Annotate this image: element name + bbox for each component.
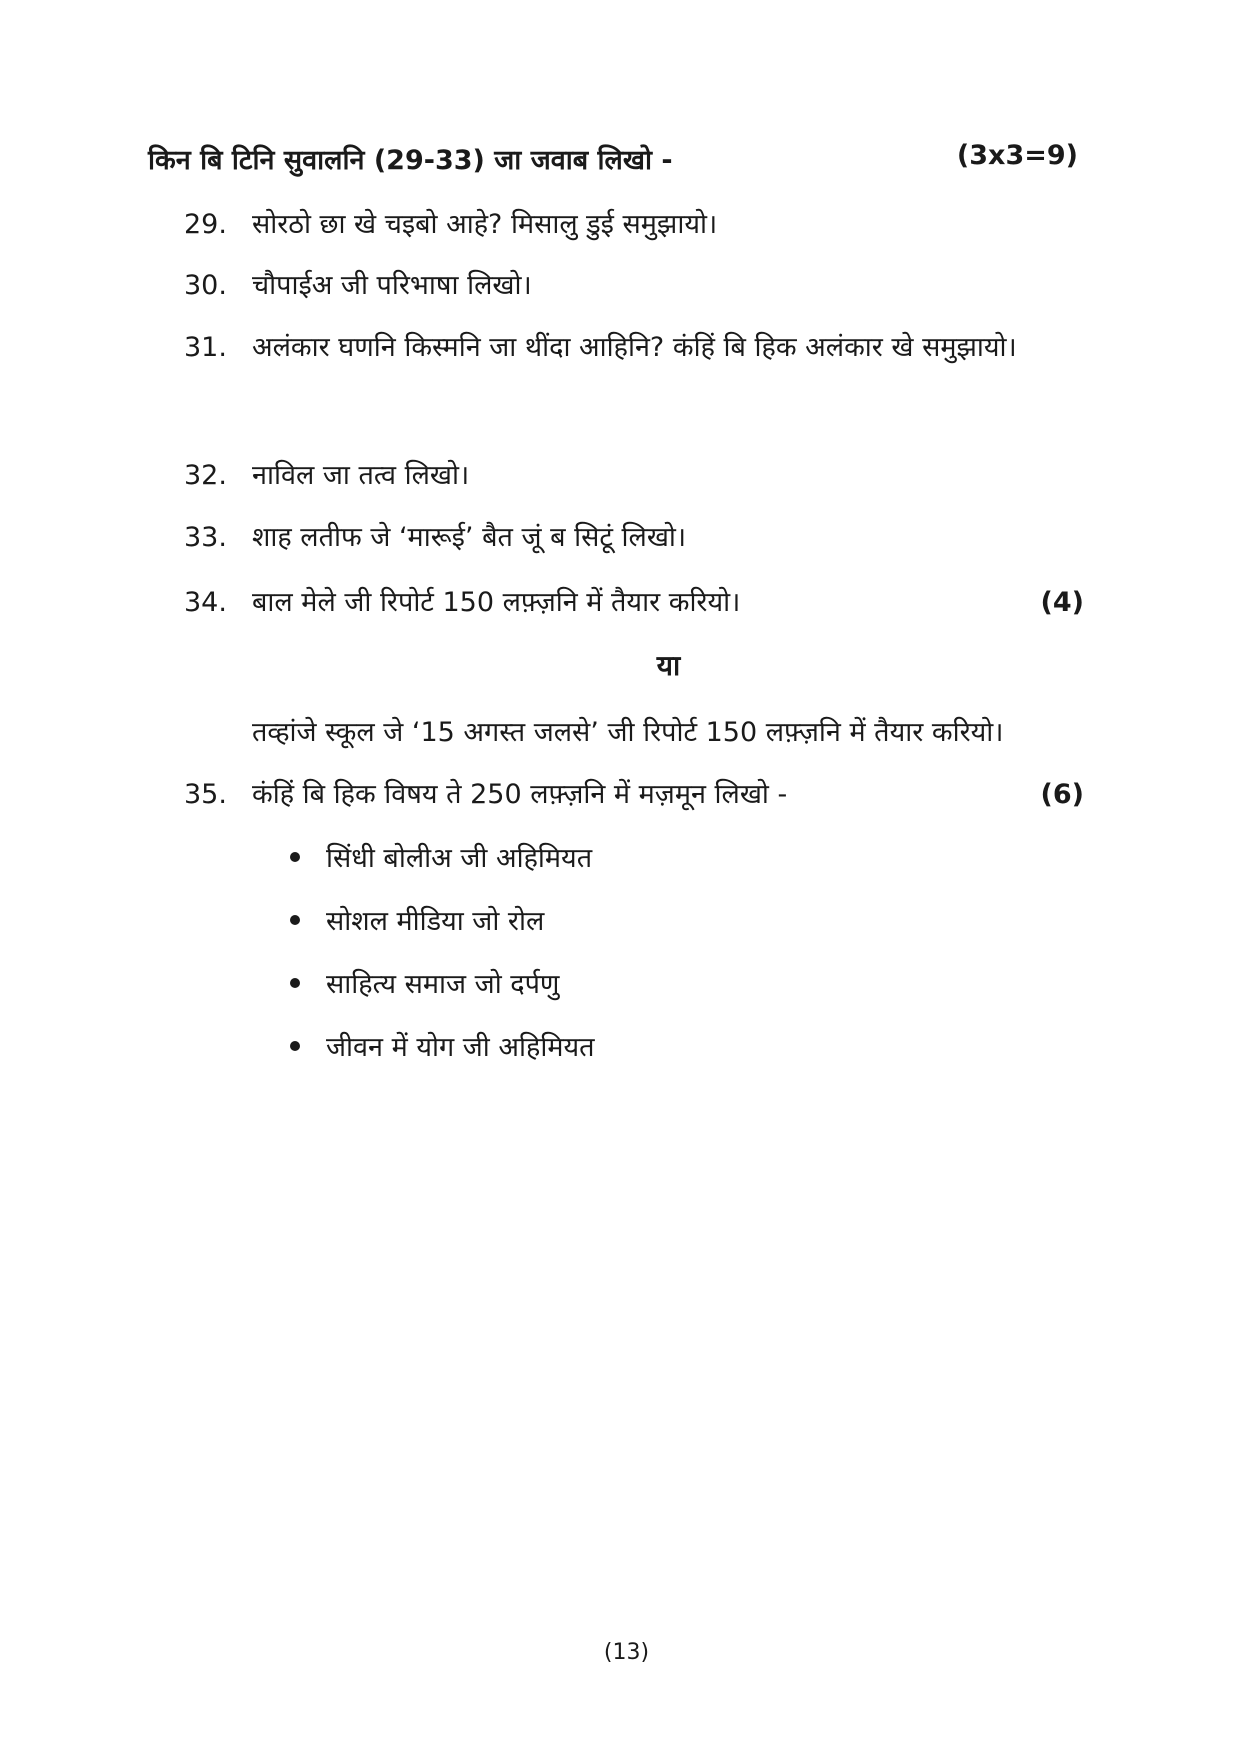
question-number: 32. xyxy=(184,460,227,491)
question-number: 35. xyxy=(184,779,227,810)
question-marks: (4) xyxy=(1040,587,1084,618)
question-text: अलंकार घणनि किस्मनि जा थींदा आहिनि? कंहिं बि हिक अलंकार खे समुझायो। xyxy=(252,332,1017,363)
section-instruction: किन बि टिनि सुवालनि (29-33) जा जवाब लिखो - xyxy=(148,145,673,176)
essay-topic: जीवन में योग जी अहिमियत xyxy=(326,1032,595,1063)
question-text: चौपाईअ जी परिभाषा लिखो। xyxy=(252,270,532,301)
question-text: नाविल जा तत्व लिखो। xyxy=(252,460,470,491)
bullet-icon xyxy=(290,915,300,925)
question-text: सोरठो छा खे चइबो आहे? मिसालु डुई समुझायो। xyxy=(252,209,718,240)
list-item xyxy=(288,964,595,1027)
question-number: 34. xyxy=(184,587,227,618)
essay-topic: सिंधी बोलीअ जी अहिमियत xyxy=(326,843,593,874)
bullet-icon xyxy=(290,1041,300,1051)
question-text: शाह लतीफ जे ‘मारूई’ बैत जूं ब सिटूं लिखो। xyxy=(252,522,687,553)
essay-topic: सोशल मीडिया जो रोल xyxy=(326,906,545,937)
list-item xyxy=(288,838,595,901)
bullet-icon xyxy=(290,978,300,988)
question-number: 29. xyxy=(184,209,227,240)
alternative-question: तव्हांजे स्कूल जे ‘15 अगस्त जलसे’ जी रिपोर्ट 150 लफ़्ज़नि में तैयार करियो। xyxy=(252,717,1004,748)
question-number: 31. xyxy=(184,332,227,363)
question-number: 30. xyxy=(184,270,227,301)
or-separator: या xyxy=(656,649,681,682)
page-number: (13) xyxy=(603,1640,650,1665)
section-marks: (3x3=9) xyxy=(956,140,1078,171)
question-number: 33. xyxy=(184,522,227,553)
essay-topic-list xyxy=(288,838,595,1090)
question-marks: (6) xyxy=(1040,779,1084,810)
list-item xyxy=(288,1027,595,1090)
list-item xyxy=(288,901,595,964)
section-heading xyxy=(148,140,1078,184)
question-text: बाल मेले जी रिपोर्ट 150 लफ़्ज़नि में तैयार करियो। xyxy=(252,587,741,618)
question-text: कंहिं बि हिक विषय ते 250 लफ़्ज़नि में मज़मून लिखो - xyxy=(252,779,788,810)
essay-topic: साहित्य समाज जो दर्पणु xyxy=(326,969,560,1000)
bullet-icon xyxy=(290,852,300,862)
